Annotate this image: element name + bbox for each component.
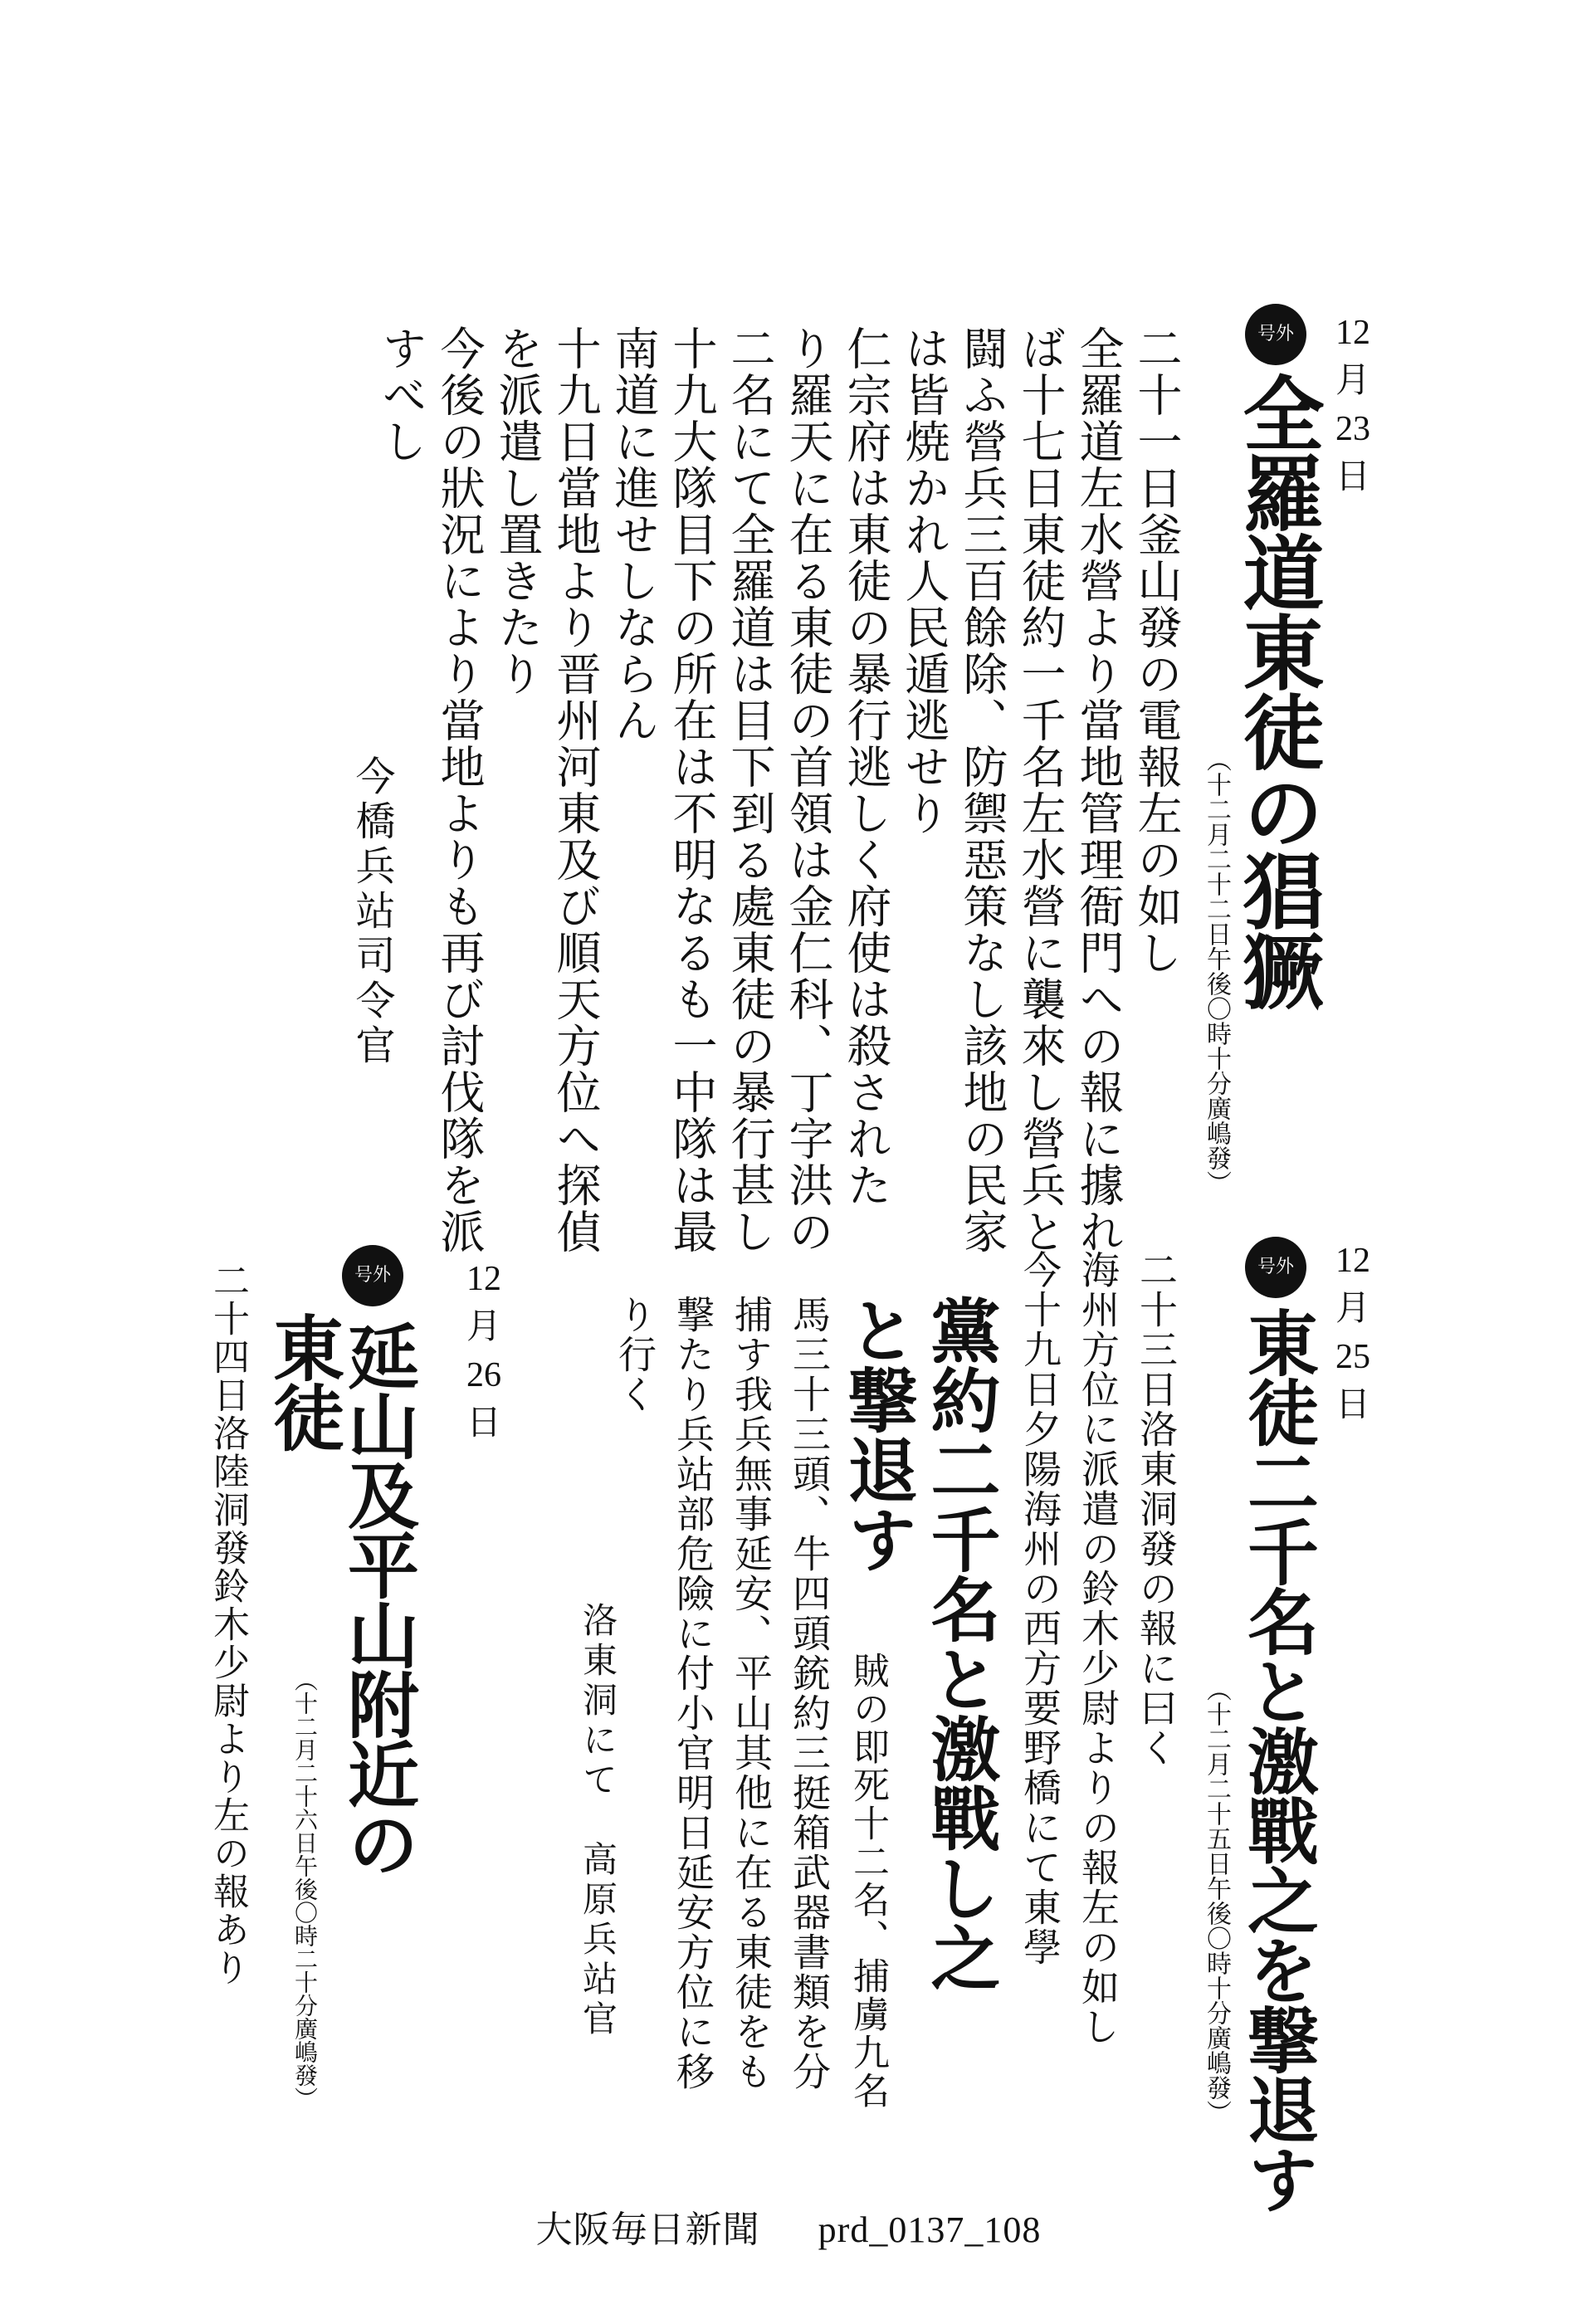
article-2-headline: 東徒二千名と激戰之を撃退す — [1235, 1306, 1319, 2213]
article-2-source: （十二月二十五日午後〇時十分廣嶋發） — [1202, 1677, 1231, 2125]
article-1-headline: 全羅道東徒の猖獗 — [1229, 372, 1325, 1009]
article-1-body-line: 十九大隊目下の所在は不明なるも一中隊は最 — [666, 325, 718, 1255]
article-2-big-tail: 賊の即死十二名、捕虜九名 — [847, 1652, 889, 2110]
article-1-body-line: 十九日當地より晋州河東及び順天方位へ探偵 — [549, 325, 602, 1255]
footer — [0, 2200, 1577, 2253]
article-1-body-line: り羅天に在る東徒の首領は金仁科、丁字洪の — [782, 325, 834, 1255]
article-1-source: （十二月二十二日午後〇時十分廣嶋發） — [1202, 747, 1231, 1195]
article-2-body-line: 二十三日洛東洞發の報に曰く — [1134, 1250, 1179, 1768]
article-2-big-line: 黨約二千名と激戰し之 — [920, 1295, 1002, 1992]
article-1-body-line: 南道に進せしならん — [608, 325, 660, 744]
article-3-seal-icon: 号外 — [342, 1245, 403, 1306]
article-3-body-line: 二十四日洛陸洞發鈴木少尉より左の報あり — [207, 1262, 249, 1987]
article-1-body-line: すべし — [375, 325, 427, 465]
article-1-body-line: は皆焼かれ人民遁逃せり — [898, 325, 950, 837]
article-2-body-line: り行く — [613, 1295, 657, 1414]
article-1-date: 12 月 23 日 — [1335, 314, 1370, 496]
article-1-body-line: 今後の狀況により當地よりも再び討伐隊を派 — [433, 325, 486, 1255]
newspaper-name: 大阪毎日新聞 — [535, 2209, 760, 2250]
article-1-body-line: 二十一日釜山發の電報左の如し — [1130, 325, 1183, 976]
article-1-signature: 今橋兵站司令官 — [349, 755, 395, 1069]
article-2-signature: 洛東洞にて 高原兵站官 — [578, 1602, 618, 2040]
article-1-body-line: 二名にて全羅道は目下到る處東徒の暴行甚し — [724, 325, 776, 1255]
article-3-headline-line-2: 東徒 — [261, 1311, 344, 1451]
article-2-body-line: 海州方位に派遣の鈴木少尉よりの報左の如し — [1076, 1250, 1120, 2047]
article-2-body-line: 馬三十三頭、牛四頭銃約三挺箱武器書類を分 — [787, 1295, 832, 2092]
article-3-headline: 延山及平山附近の — [335, 1320, 419, 1877]
article-2-body-line: 撃たり兵站部危險に付小官明日延安方位に移 — [671, 1295, 715, 2092]
article-2-body-line: 今十九日夕陽海州の西方要野橋にて東學 — [1018, 1250, 1062, 1967]
article-2-date: 12 月 25 日 — [1335, 1242, 1370, 1424]
article-3-source: （十二月二十六日午後〇時二十分廣嶋發） — [291, 1668, 319, 2110]
article-2-seal-icon: 号外 — [1245, 1237, 1306, 1298]
article-1-body-line: ば十七日東徒約一千名左水營に襲來し營兵と — [1014, 325, 1067, 1255]
article-1-body-line: 闘ふ營兵三百餘除、防禦惡策なし該地の民家 — [956, 325, 1008, 1255]
article-1-body-line: を派遣し置きたり — [491, 325, 544, 697]
article-1-body-line: 仁宗府は東徒の暴行逃しく府使は殺された — [840, 325, 892, 1208]
article-3-date: 12 月 26 日 — [466, 1260, 501, 1443]
article-2-body-line: 捕す我兵無事延安、平山其他に在る東徒をも — [729, 1295, 774, 2092]
article-1-body-line: 全羅道左水營より當地管理衙門への報に據れ — [1072, 325, 1125, 1255]
document-id: prd_0137_108 — [818, 2209, 1042, 2250]
article-1-seal-icon: 号外 — [1245, 304, 1306, 365]
article-2-big-line: と撃退す — [837, 1295, 919, 1574]
